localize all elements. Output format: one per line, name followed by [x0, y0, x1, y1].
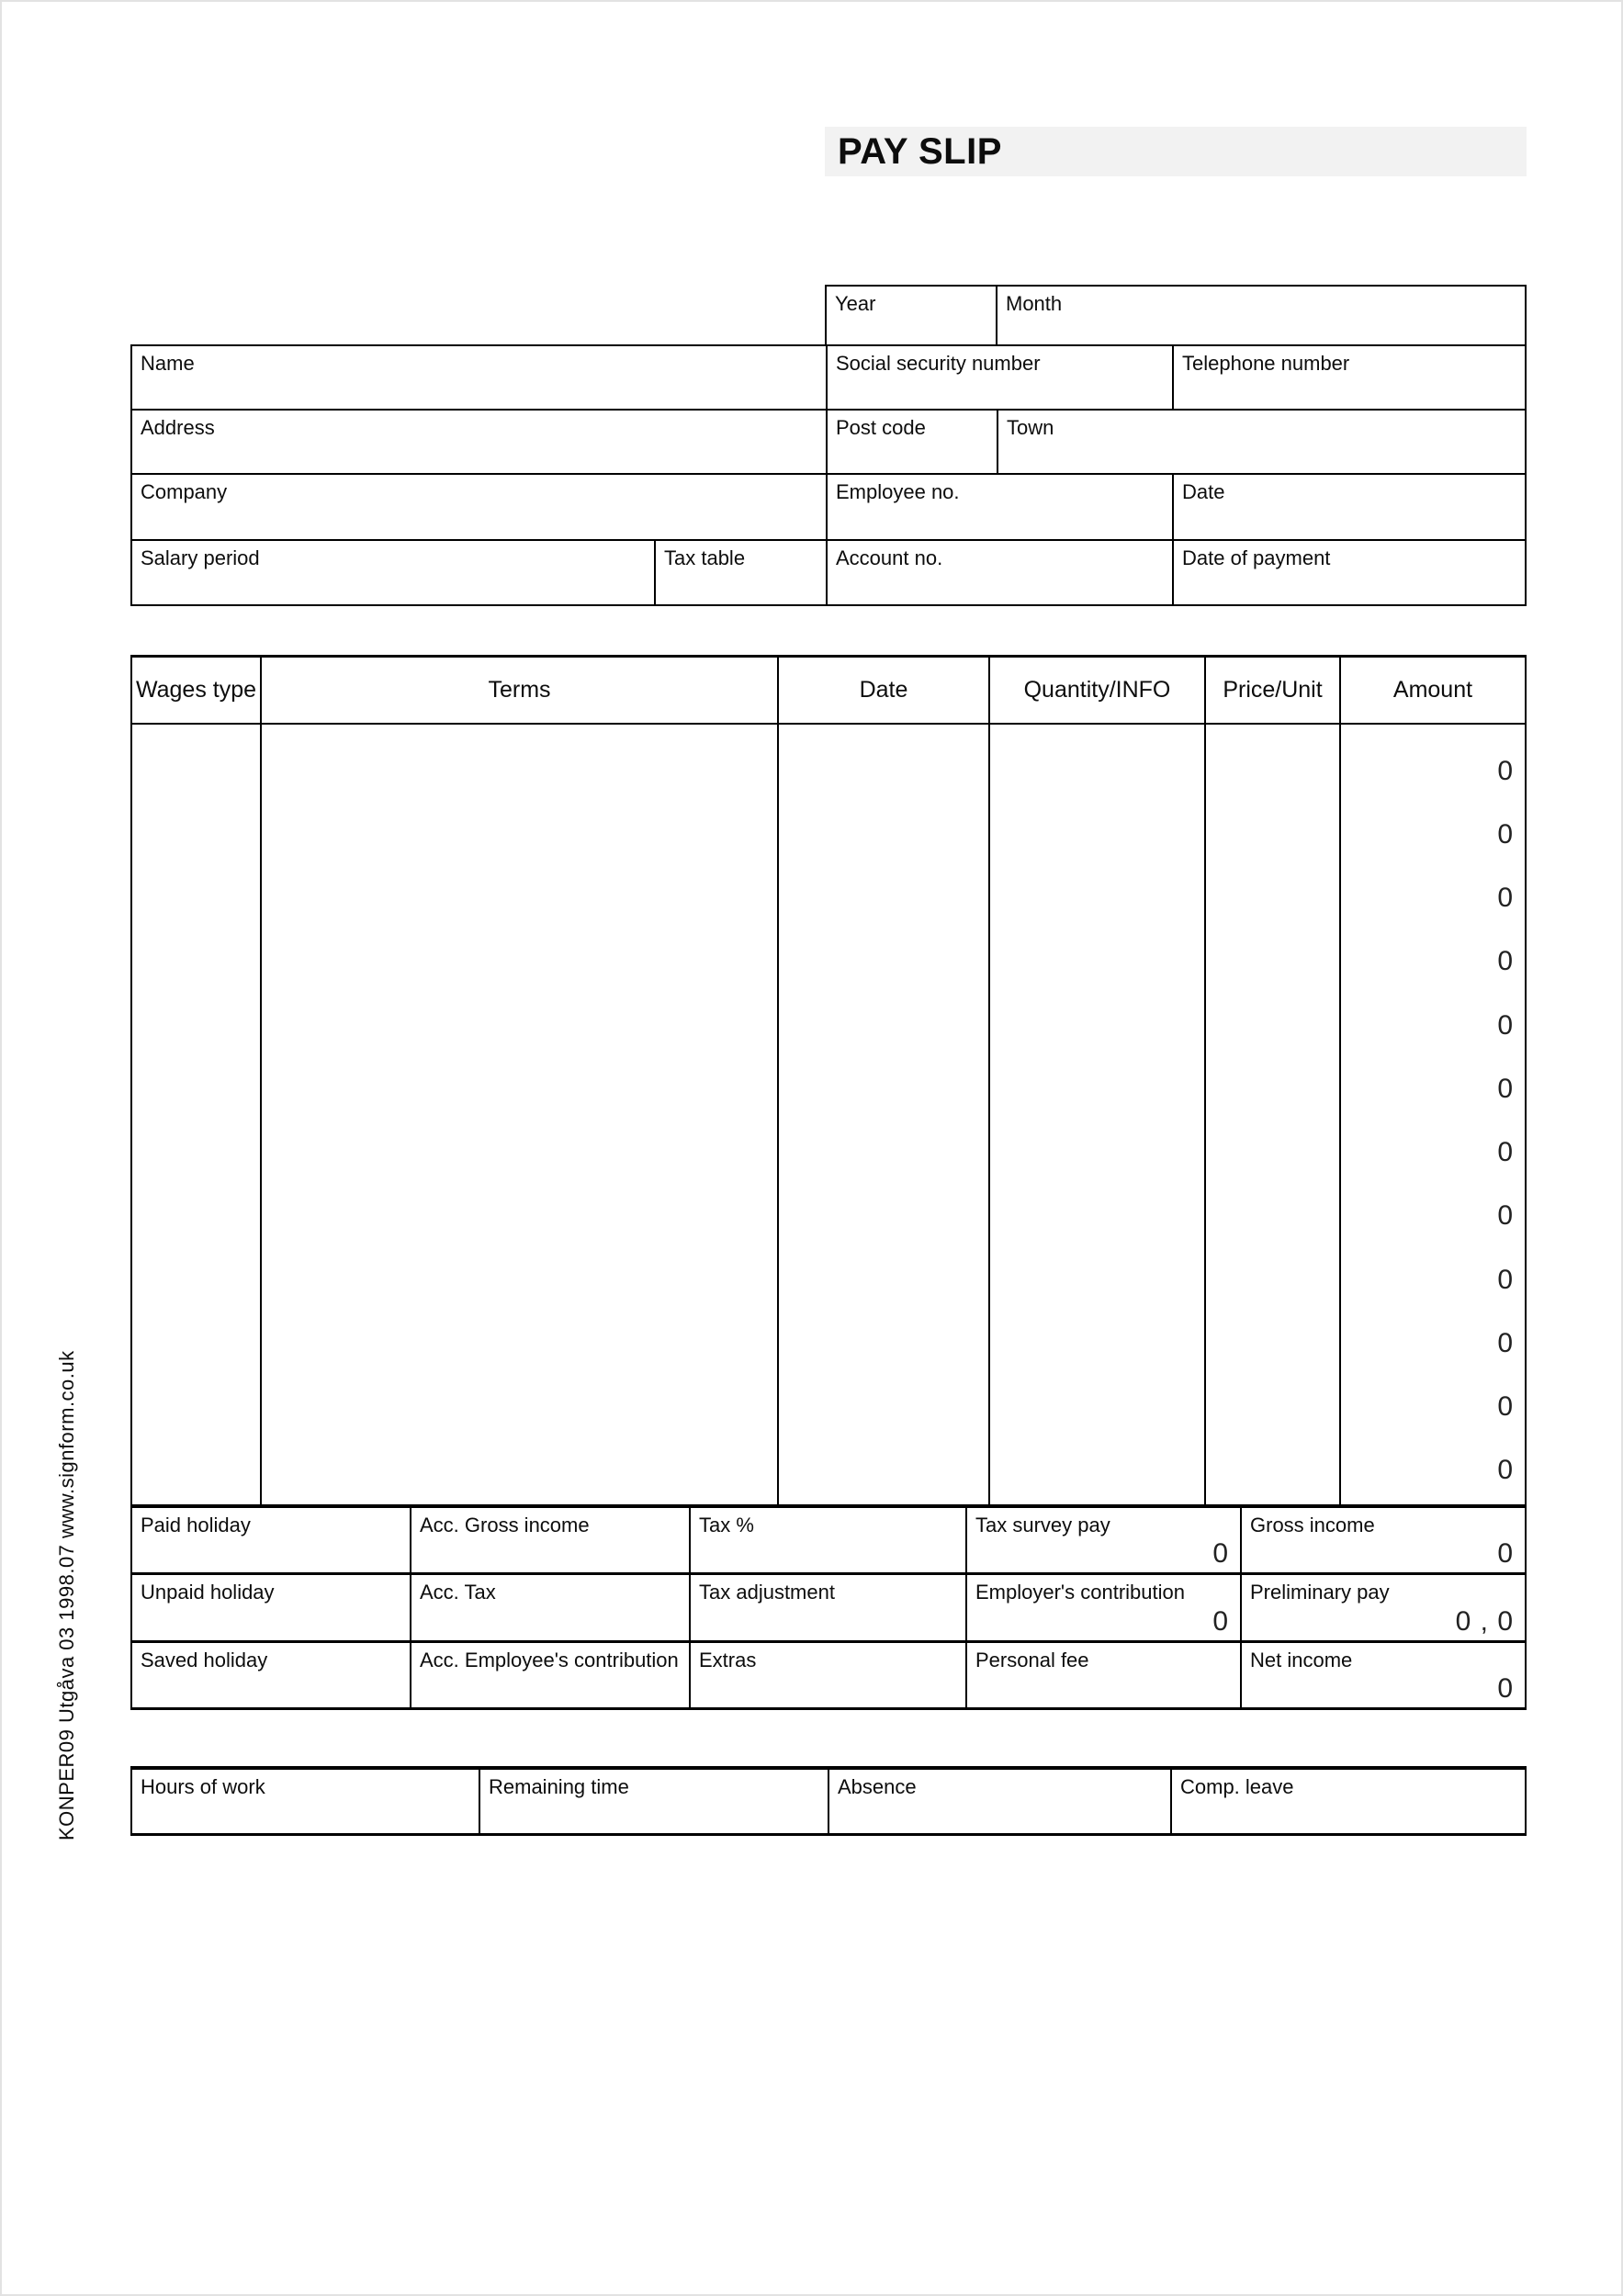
wages-table-header [132, 658, 1525, 725]
ssn-field [826, 346, 1172, 409]
acc-tax-label: Acc. Tax [420, 1581, 496, 1604]
comp-leave-field [1170, 1770, 1525, 1833]
gross-income-label: Gross income [1250, 1514, 1375, 1536]
preliminary-pay-value: 0 , 0 [1455, 1605, 1514, 1637]
tax-survey-pay-value: 0 [1212, 1538, 1229, 1570]
year-field [827, 287, 996, 344]
form-id-note: KONPER09 Utgåva 03 1998.07 www.signform.co.uk [55, 1350, 78, 1840]
month-label: Month [1006, 292, 1063, 315]
wages-table-body [132, 725, 1525, 1504]
extras-field [689, 1643, 965, 1707]
company-label: Company [141, 480, 228, 503]
name-label: Name [141, 352, 195, 375]
amount-value: 0 [1497, 1137, 1513, 1168]
saved-holiday-field [132, 1643, 410, 1707]
amount-value: 0 [1497, 1327, 1513, 1358]
tax-table-label: Tax table [664, 546, 746, 569]
gross-income-value: 0 [1497, 1538, 1514, 1570]
date-label: Date [1182, 480, 1225, 503]
hours-of-work-label: Hours of work [141, 1775, 265, 1798]
gross-income-field [1240, 1508, 1525, 1572]
acc-employees-contribution-label: Acc. Employee's contribution [420, 1648, 679, 1671]
wages-table [130, 655, 1527, 1504]
net-income-value: 0 [1497, 1672, 1514, 1704]
remaining-time-field [479, 1770, 828, 1833]
year-label: Year [835, 292, 876, 315]
tax-adjustment-label: Tax adjustment [699, 1581, 835, 1604]
year-month-row [825, 285, 1527, 346]
amount-value: 0 [1497, 818, 1513, 850]
town-field [997, 411, 1525, 473]
acc-gross-income-field [410, 1508, 689, 1572]
address-label: Address [141, 416, 215, 439]
town-label: Town [1007, 416, 1054, 439]
preliminary-pay-label: Preliminary pay [1250, 1581, 1390, 1604]
wages-type-column [132, 725, 260, 1504]
salary-period-label: Salary period [141, 546, 260, 569]
col-header-date: Date [777, 658, 988, 723]
amount-value: 0 [1497, 1200, 1513, 1232]
col-header-price-unit: Price/Unit [1204, 658, 1339, 723]
employee-no-field [826, 475, 1172, 539]
amount-value: 0 [1497, 946, 1513, 977]
page-title: PAY SLIP [838, 130, 1002, 172]
ssn-label: Social security number [836, 352, 1041, 375]
date-field [1172, 475, 1525, 539]
amount-value: 0 [1497, 1391, 1513, 1423]
tax-percent-field [689, 1508, 965, 1572]
acc-gross-income-label: Acc. Gross income [420, 1514, 590, 1536]
title-bar [825, 127, 1527, 176]
terms-column [260, 725, 777, 1504]
summary-row-3 [132, 1640, 1525, 1707]
comp-leave-label: Comp. leave [1180, 1775, 1294, 1798]
net-income-label: Net income [1250, 1648, 1353, 1671]
employers-contribution-field [965, 1575, 1240, 1639]
date-of-payment-field [1172, 541, 1525, 604]
remaining-time-label: Remaining time [489, 1775, 629, 1798]
employers-contribution-value: 0 [1212, 1605, 1229, 1637]
tax-survey-pay-label: Tax survey pay [975, 1514, 1110, 1536]
amount-value: 0 [1497, 1073, 1513, 1104]
amount-value: 0 [1497, 1009, 1513, 1041]
extras-label: Extras [699, 1648, 757, 1671]
col-header-amount: Amount [1339, 658, 1525, 723]
saved-holiday-label: Saved holiday [141, 1648, 268, 1671]
salary-period-field [132, 541, 654, 604]
name-field [132, 346, 826, 409]
salary-period-row [130, 539, 1527, 606]
acc-tax-field [410, 1575, 689, 1639]
hours-of-work-field [132, 1770, 479, 1833]
tax-table-field [654, 541, 826, 604]
price-unit-column [1204, 725, 1339, 1504]
telephone-label: Telephone number [1182, 352, 1350, 375]
unpaid-holiday-field [132, 1575, 410, 1639]
employers-contribution-label: Employer's contribution [975, 1581, 1185, 1604]
acc-employees-contribution-field [410, 1643, 689, 1707]
amount-value: 0 [1497, 883, 1513, 914]
amount-value: 0 [1497, 1264, 1513, 1295]
absence-field [828, 1770, 1170, 1833]
address-row [130, 409, 1527, 475]
employee-no-label: Employee no. [836, 480, 960, 503]
amount-value: 0 [1497, 755, 1513, 786]
summary-table [130, 1504, 1527, 1710]
tax-survey-pay-field [965, 1508, 1240, 1572]
paid-holiday-label: Paid holiday [141, 1514, 251, 1536]
personal-fee-label: Personal fee [975, 1648, 1089, 1671]
paid-holiday-field [132, 1508, 410, 1572]
summary-row-2 [132, 1572, 1525, 1639]
unpaid-holiday-label: Unpaid holiday [141, 1581, 275, 1604]
tax-adjustment-field [689, 1575, 965, 1639]
personal-fee-field [965, 1643, 1240, 1707]
col-header-wages-type: Wages type [135, 676, 257, 703]
postcode-field [826, 411, 997, 473]
postcode-label: Post code [836, 416, 926, 439]
account-no-label: Account no. [836, 546, 943, 569]
month-field [996, 287, 1525, 344]
quantity-info-column [988, 725, 1204, 1504]
account-no-field [826, 541, 1172, 604]
date-of-payment-label: Date of payment [1182, 546, 1331, 569]
amount-value: 0 [1497, 1455, 1513, 1486]
company-row [130, 473, 1527, 541]
date-column [777, 725, 988, 1504]
telephone-field [1172, 346, 1525, 409]
preliminary-pay-field [1240, 1575, 1525, 1639]
col-header-quantity-info: Quantity/INFO [988, 658, 1204, 723]
col-header-terms: Terms [260, 658, 777, 723]
absence-label: Absence [838, 1775, 917, 1798]
address-field [132, 411, 826, 473]
hours-table [130, 1766, 1527, 1836]
net-income-field [1240, 1643, 1525, 1707]
amount-column [1339, 725, 1525, 1504]
company-field [132, 475, 826, 539]
tax-percent-label: Tax % [699, 1514, 754, 1536]
summary-row-1 [132, 1508, 1525, 1572]
name-row [130, 344, 1527, 411]
